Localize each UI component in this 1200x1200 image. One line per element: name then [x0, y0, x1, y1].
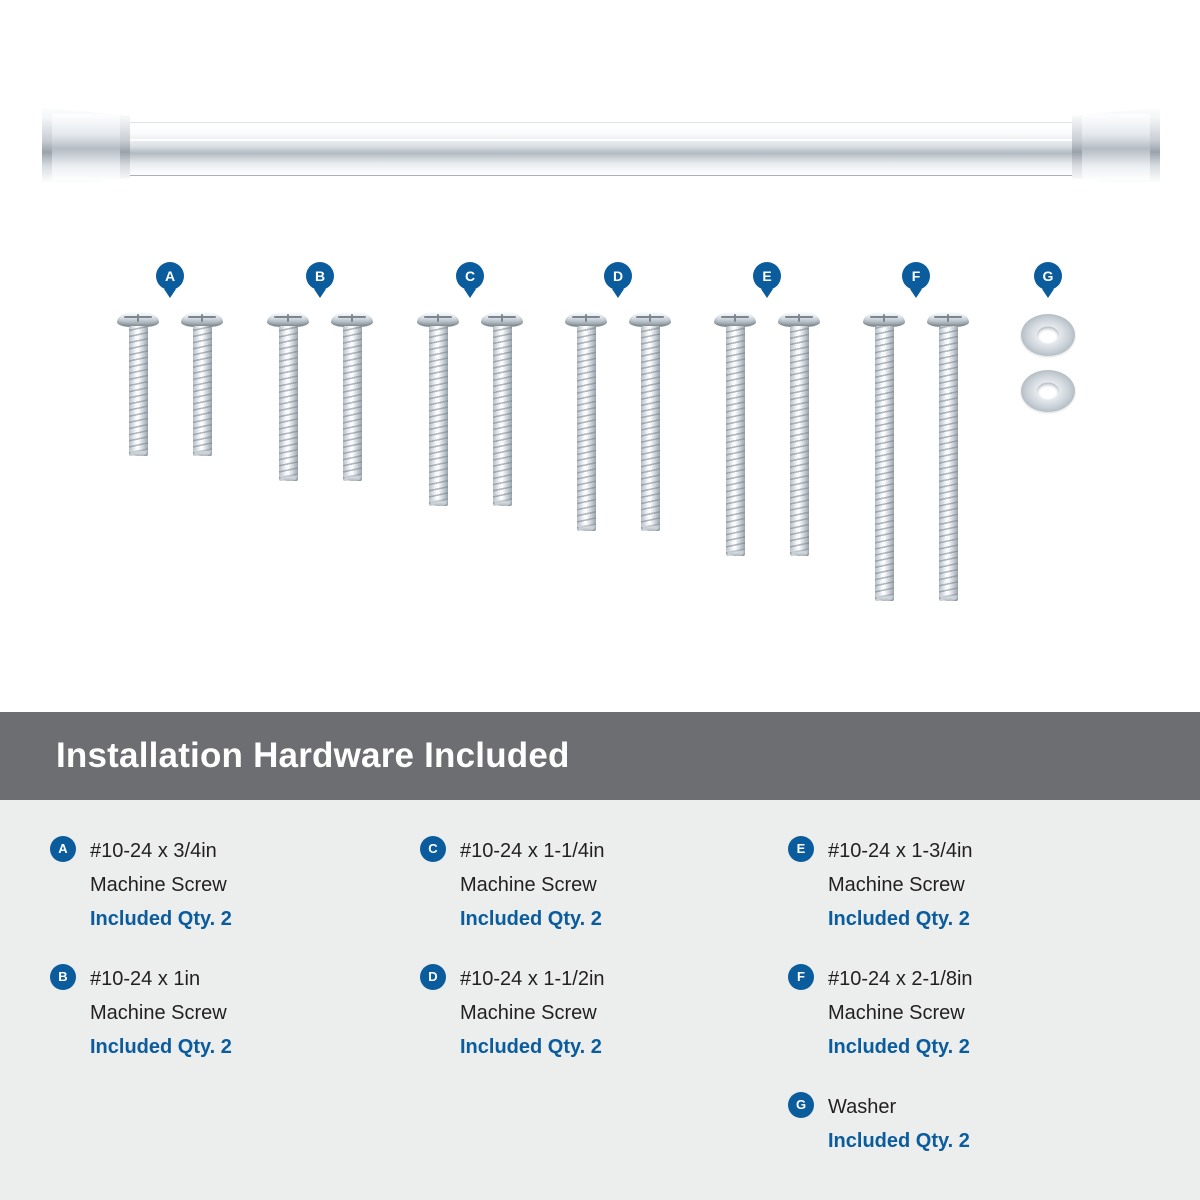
callout-badge-c: C — [456, 262, 484, 290]
legend-item-a — [50, 834, 420, 936]
callout-badge-d: D — [604, 262, 632, 290]
legend-spec: #10-24 x 1-3/4in — [828, 840, 973, 862]
towel-bar-left-post — [42, 104, 130, 190]
screw-shaft — [726, 326, 745, 556]
legend-type: Machine Screw — [828, 1002, 965, 1024]
legend-type: Machine Screw — [828, 874, 965, 896]
hardware-group-a — [95, 262, 245, 456]
legend-type: Machine Screw — [460, 1002, 597, 1024]
screw-head — [629, 312, 671, 327]
towel-bar-graphic — [42, 104, 1160, 196]
screw-icon — [481, 312, 523, 506]
legend-item-g — [788, 1090, 1178, 1158]
hardware-group-d — [543, 262, 693, 531]
screw-head — [863, 312, 905, 327]
screw-pair — [841, 312, 991, 601]
screw-icon — [181, 312, 223, 456]
screw-head — [181, 312, 223, 327]
screw-pair — [692, 312, 842, 556]
legend-quantity: Included Qty. 2 — [460, 1036, 602, 1058]
legend-badge-d: D — [420, 964, 446, 990]
legend-item-c — [420, 834, 790, 936]
towel-bar-right-post — [1072, 104, 1160, 190]
hardware-group-b — [245, 262, 395, 481]
legend-badge-g: G — [788, 1092, 814, 1118]
legend-quantity: Included Qty. 2 — [460, 908, 602, 930]
screw-head — [927, 312, 969, 327]
page-title: Installation Hardware Included — [56, 736, 570, 775]
screw-icon — [629, 312, 671, 531]
legend-quantity: Included Qty. 2 — [828, 1130, 970, 1152]
legend-item-d — [420, 962, 790, 1064]
legend-spec: #10-24 x 1-1/4in — [460, 840, 605, 862]
legend-column-2 — [420, 834, 790, 1090]
screw-icon — [714, 312, 756, 556]
callout-badge-b: B — [306, 262, 334, 290]
callout-badge-g: G — [1034, 262, 1062, 290]
legend-item-e — [788, 834, 1178, 936]
screw-head — [481, 312, 523, 327]
screw-head — [417, 312, 459, 327]
legend-spec: #10-24 x 3/4in — [90, 840, 217, 862]
hardware-group-e — [692, 262, 842, 556]
screw-shaft — [875, 326, 894, 601]
legend-badge-e: E — [788, 836, 814, 862]
screw-shaft — [129, 326, 148, 456]
screw-head — [331, 312, 373, 327]
legend-badge-a: A — [50, 836, 76, 862]
screw-pair — [395, 312, 545, 506]
legend-quantity: Included Qty. 2 — [828, 1036, 970, 1058]
screw-pair — [95, 312, 245, 456]
hardware-legend — [0, 800, 1200, 1200]
screw-icon — [778, 312, 820, 556]
legend-column-3 — [788, 834, 1178, 1184]
hardware-group-g — [973, 262, 1123, 412]
screw-shaft — [343, 326, 362, 481]
towel-bar-rail — [122, 122, 1080, 176]
towel-bar-right-post-highlight — [1082, 114, 1150, 180]
legend-spec: Washer — [828, 1096, 897, 1118]
legend-spec: #10-24 x 2-1/8in — [828, 968, 973, 990]
legend-quantity: Included Qty. 2 — [90, 908, 232, 930]
legend-quantity: Included Qty. 2 — [828, 908, 970, 930]
screw-head — [267, 312, 309, 327]
screw-icon — [417, 312, 459, 506]
screw-shaft — [493, 326, 512, 506]
screw-shaft — [790, 326, 809, 556]
screw-shaft — [577, 326, 596, 531]
screw-head — [778, 312, 820, 327]
screw-icon — [927, 312, 969, 601]
screw-head — [714, 312, 756, 327]
screw-icon — [117, 312, 159, 456]
legend-spec: #10-24 x 1in — [90, 968, 201, 990]
screw-icon — [267, 312, 309, 481]
legend-spec: #10-24 x 1-1/2in — [460, 968, 605, 990]
legend-type: Machine Screw — [90, 1002, 227, 1024]
screw-shaft — [641, 326, 660, 531]
screw-pair — [543, 312, 693, 531]
legend-item-b — [50, 962, 420, 1064]
title-band — [0, 712, 1200, 800]
legend-type: Machine Screw — [90, 874, 227, 896]
callout-badge-e: E — [753, 262, 781, 290]
legend-type: Machine Screw — [460, 874, 597, 896]
legend-item-f — [788, 962, 1178, 1064]
washer-icon — [1021, 370, 1075, 412]
hardware-callout-row — [0, 262, 1200, 662]
screw-head — [565, 312, 607, 327]
screw-shaft — [193, 326, 212, 456]
legend-badge-b: B — [50, 964, 76, 990]
hardware-group-f — [841, 262, 991, 601]
washer-stack — [973, 314, 1123, 412]
screw-shaft — [279, 326, 298, 481]
legend-quantity: Included Qty. 2 — [90, 1036, 232, 1058]
callout-badge-f: F — [902, 262, 930, 290]
screw-icon — [863, 312, 905, 601]
screw-head — [117, 312, 159, 327]
legend-badge-c: C — [420, 836, 446, 862]
screw-pair — [245, 312, 395, 481]
legend-badge-f: F — [788, 964, 814, 990]
screw-icon — [331, 312, 373, 481]
washer-icon — [1021, 314, 1075, 356]
callout-badge-a: A — [156, 262, 184, 290]
legend-column-1 — [50, 834, 420, 1090]
screw-shaft — [939, 326, 958, 601]
towel-bar-left-post-highlight — [52, 114, 120, 180]
hardware-group-c — [395, 262, 545, 506]
screw-icon — [565, 312, 607, 531]
screw-shaft — [429, 326, 448, 506]
